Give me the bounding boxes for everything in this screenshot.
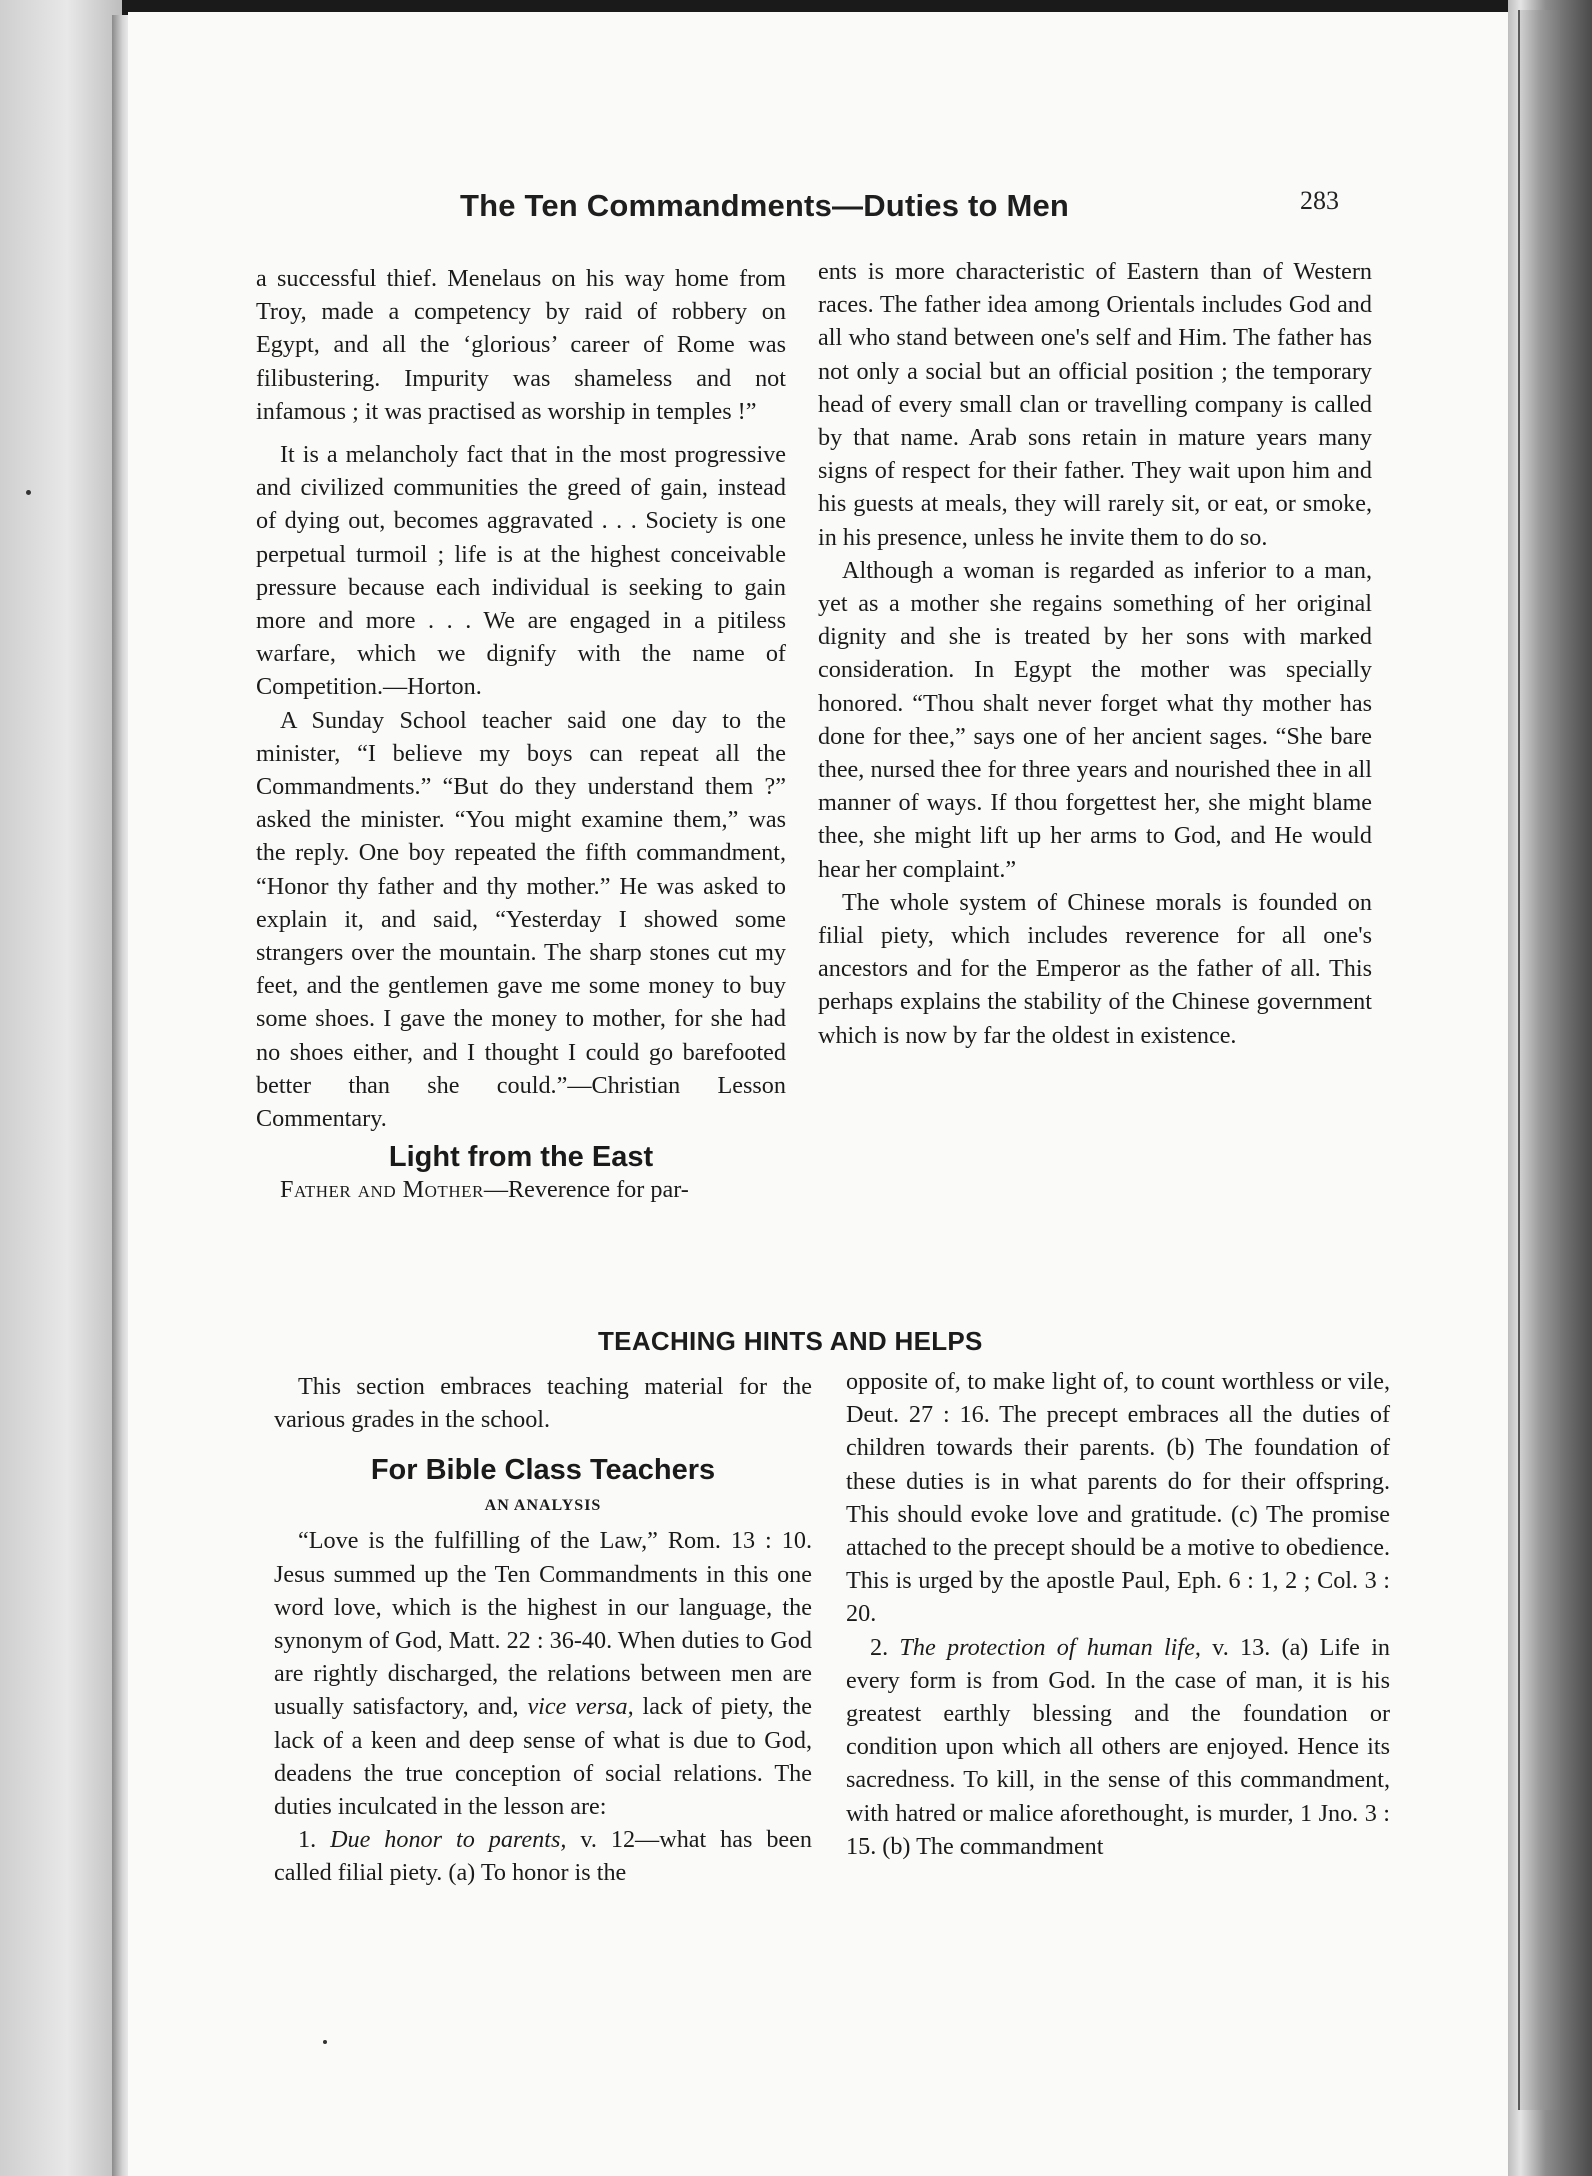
paragraph: It is a melancholy fact that in the most progressive and civilized communities the greed of gain, instead of dying out, becomes aggravated . . . Society is one perpetual turmoil ; life is at the highest conceivable pressure because each individual is seeking to gain more and more . . . We are engaged in a pitiless warfare, which we dignify with the name of Competition.—Horton. <box>256 441 786 701</box>
running-header-title: The Ten Commandments—Duties to Men <box>460 188 1070 223</box>
subheading-analysis: AN ANALYSIS <box>484 1497 602 1515</box>
paragraph-text: lack of piety, the lack of a keen and deep sense of what is due to God, deadens the true conception of social relations. The duties inculcated in the lesson are: <box>274 1693 813 1821</box>
subheading-bible-class-teachers: For Bible Class Teachers <box>370 1454 716 1487</box>
subheading-light-from-east: Light from the East <box>388 1141 654 1174</box>
item-number: 1. <box>298 1826 331 1854</box>
page-stack-edge <box>1518 10 1560 2110</box>
paragraph <box>256 1173 786 1206</box>
item-number: 2. <box>870 1633 900 1661</box>
page-speck <box>323 2040 327 2044</box>
paragraph-text: v. 12—what has been called filial piety. (a) To honor is the <box>274 1826 812 1887</box>
paragraph-text: —Reverence for par- <box>483 1176 689 1204</box>
left-page-edge <box>0 0 122 2176</box>
paragraph: Although a woman is regarded as inferior to a man, yet as a mother she regains something of her original dignity and she is treated by her sons with marked consideration. In Egypt the mother was specially honored. “Thou shalt never forget what thy mother has done for thee,” says one of her ancient sages. “She bare thee, nursed thee for three years and nourished thee in all manner of ways. If thou forgettest her, she might blame thee, she might lift up her arms to God, and He would hear her complaint.” <box>818 556 1372 883</box>
paragraph <box>274 1823 812 1889</box>
page-number: 283 <box>1300 186 1339 215</box>
paragraph: a successful thief. Menelaus on his way home from Troy, made a competency by raid of robbery on Egypt, and all the ‘glorious’ career of Rome was filibustering. Impurity was shameless and not infamous ; it was practised as worship in temples !” <box>256 265 786 425</box>
italic-text: Due honor to parents, <box>330 1826 567 1854</box>
italic-text: vice versa, <box>527 1693 634 1721</box>
margin-speck <box>26 490 31 495</box>
paragraph: opposite of, to make light of, to count worthless or vile, Deut. 27 : 16. The precept embraces all the duties of children towards their parents. (b) The foundation of these duties is in what parents do for their offspring. This should evoke love and gratitude. (c) The promise attached to the precept should be a motive to obedience. This is urged by the apostle Paul, Eph. 6 : 1, 2 ; Col. 3 : 20. <box>846 1368 1390 1628</box>
paragraph-text: v. 13. (a) Life in every form is from God. In the case of man, it is his greatest earthly blessing and the foundation or condition upon which all others are enjoyed. Hence its sacredness. To kill, in the sense of this commandment, with hatred or malice aforethought, is murder, 1 Jno. 3 : 15. (b) The commandment <box>846 1633 1391 1860</box>
paragraph: The whole system of Chinese morals is founded on filial piety, which includes reverence for all one's ancestors and for the Emperor as the father of all. This perhaps explains the stability of the Chinese government which is now by far the oldest in existence. <box>818 888 1372 1049</box>
column-top-right <box>818 255 1372 1052</box>
paragraph <box>274 1524 812 1823</box>
small-caps-lead: Father and Mother <box>280 1176 484 1204</box>
paragraph-text: “Love is the fulfilling of the Law,” Rom. 13 : 10. Jesus summed up the Ten Commandments in this one word love, which is the highest in our language, the synonym of God, Matt. 22 : 36-40. When duties to God are rightly discharged, the relations between men are usually satisfactory, and, <box>274 1527 812 1721</box>
paragraph: A Sunday School teacher said one day to the minister, “I believe my boys can repeat all the Commandments.” “But do they understand them ?” asked the minister. “You might examine them,” was the reply. One boy repeated the fifth commandment, “Honor thy father and thy mother.” He was asked to explain it, and said, “Yesterday I showed some strangers over the mountain. The sharp stones cut my feet, and the gentlemen gave me some money to buy some shoes. I gave the money to mother, for she had no shoes either, and I thought I could go barefooted better than she could.”—Christian Lesson Commentary. <box>256 706 786 1133</box>
column-top-left <box>256 262 786 1206</box>
column-bottom-left <box>274 1370 812 1890</box>
paragraph: ents is more characteristic of Eastern than of Western races. The father idea among Orientals includes God and all who stand between one's self and Him. The father has not only a social but an official position ; the temporary head of every small clan or travelling company is called by that name. Arab sons retain in mature years many signs of respect for their father. They wait upon him and his guests at meals, they will rarely sit, or eat, or smoke, in his presence, unless he invite them to do so. <box>818 258 1372 551</box>
paragraph <box>846 1631 1390 1863</box>
column-bottom-right <box>846 1365 1390 1863</box>
section-heading: TEACHING HINTS AND HELPS <box>598 1326 983 1356</box>
italic-text: The protection of human life, <box>899 1633 1201 1661</box>
paragraph: This section embraces teaching material for the various grades in the school. <box>274 1373 812 1434</box>
